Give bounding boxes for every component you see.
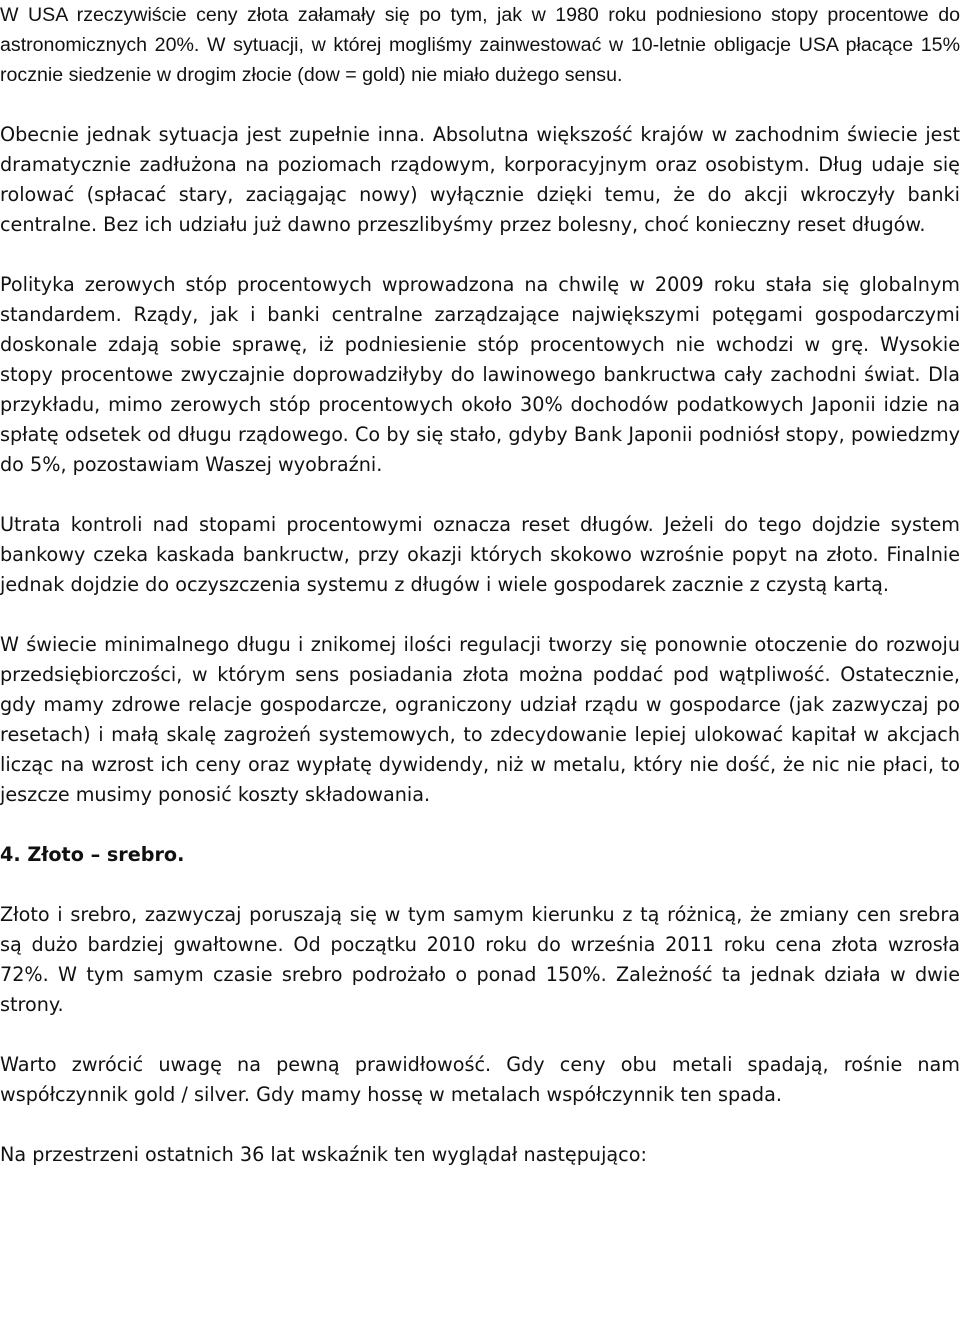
- paragraph-gold-1980: W USA rzeczywiście ceny złota załamały się po tym, jak w 1980 roku podniesiono stopy procentowe do astronomicznych 20%. W sytuacji, w której mogliśmy zainwestować w 10-letnie obligacje USA płacące 15% rocznie siedzenie w drogim złocie (dow = gold) nie miało dużego sensu.: [0, 4, 960, 86]
- paragraph-spacer: [0, 1020, 960, 1050]
- paragraph-spacer: [0, 810, 960, 840]
- paragraph-gold-silver-ratio: Warto zwrócić uwagę na pewną prawidłowość. Gdy ceny obu metali spadają, rośnie nam współczynnik gold / silver. Gdy mamy hossę w metalach współczynnik ten spada.: [0, 1053, 960, 1106]
- paragraph-spacer: [0, 480, 960, 510]
- paragraph-spacer: [0, 870, 960, 900]
- paragraph-spacer: [0, 240, 960, 270]
- paragraph-debt-reset: Utrata kontroli nad stopami procentowymi oznacza reset długów. Jeżeli do tego dojdzie system bankowy czeka kaskada bankructw, przy okazji których skokowo wzrośnie popyt na złoto. Finalnie jednak dojdzie do oczyszczenia systemu z długów i wiele gospodarek zacznie z czystą kartą.: [0, 513, 960, 596]
- paragraph-36-years: Na przestrzeni ostatnich 36 lat wskaźnik ten wyglądał następująco:: [0, 1143, 647, 1166]
- paragraph-current-situation: Obecnie jednak sytuacja jest zupełnie inna. Absolutna większość krajów w zachodnim świecie jest dramatycznie zadłużona na poziomach rządowym, korporacyjnym oraz osobistym. Dług udaje się rolować (spłacać stary, zaciągając nowy) wyłącznie dzięki temu, że do akcji wkroczyły banki centralne. Bez ich udziału już dawno przeszlibyśmy przez bolesny, choć konieczny reset długów.: [0, 123, 960, 236]
- paragraph-gold-silver: Złoto i srebro, zazwyczaj poruszają się w tym samym kierunku z tą różnicą, że zmiany cen srebra są dużo bardziej gwałtowne. Od początku 2010 roku do września 2011 roku cena złota wzrosła 72%. W tym samym czasie srebro podrożało o ponad 150%. Zależność ta jednak działa w dwie strony.: [0, 903, 960, 1016]
- paragraph-zero-rates: Polityka zerowych stóp procentowych wprowadzona na chwilę w 2009 roku stała się globalnym standardem. Rządy, jak i banki centralne zarządzające największymi potęgami gospodarczymi doskonale zdają sobie sprawę, iż podniesienie stóp procentowych nie wchodzi w grę. Wysokie stopy procentowe zwyczajnie doprowadziłyby do lawinowego bankructwa cały zachodni świat. Dla przykładu, mimo zerowych stóp procentowych około 30% dochodów podatkowych Japonii idzie na spłatę odsetek od długu rządowego. Co by się stało, gdyby Bank Japonii podniósł stopy, powiedzmy do 5%, pozostawiam Waszej wyobraźni.: [0, 273, 960, 476]
- paragraph-spacer: [0, 90, 960, 120]
- paragraph-spacer: [0, 1110, 960, 1140]
- section-heading: 4. Złoto – srebro.: [0, 843, 185, 866]
- paragraph-minimal-debt: W świecie minimalnego długu i znikomej ilości regulacji tworzy się ponownie otoczenie do rozwoju przedsiębiorczości, w którym sens posiadania złota można poddać pod wątpliwość. Ostatecznie, gdy mamy zdrowe relacje gospodarcze, ograniczony udział rządu w gospodarce (jak zazwyczaj po resetach) i małą skalę zagrożeń systemowych, to zdecydowanie lepiej ulokować kapitał w akcjach licząc na wzrost ich ceny oraz wypłatę dywidendy, niż w metalu, który nie dość, że nic nie płaci, to jeszcze musimy ponosić koszty składowania.: [0, 633, 960, 806]
- paragraph-spacer: [0, 600, 960, 630]
